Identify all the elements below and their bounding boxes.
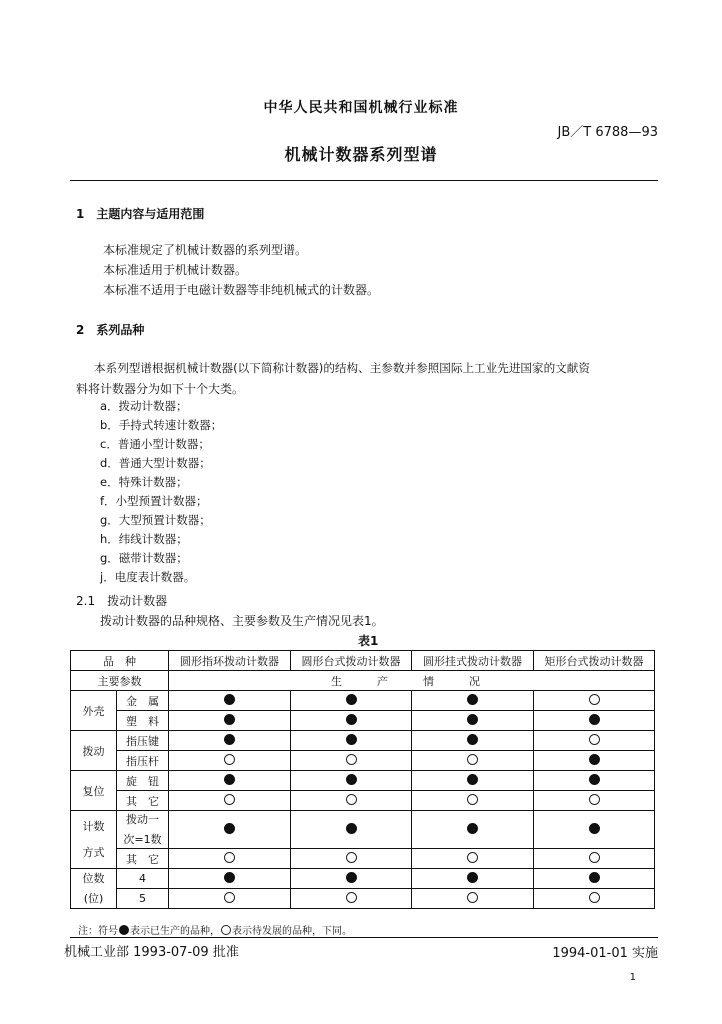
subsection-2-1-heading: 2.1 拨动计数器 <box>76 594 168 608</box>
filled-circle-icon <box>467 694 478 705</box>
mark-cell <box>412 691 534 711</box>
open-circle-icon <box>589 892 600 903</box>
document-title: 机械计数器系列型谱 <box>284 145 438 164</box>
filled-circle-icon <box>467 714 478 725</box>
open-circle-icon <box>224 754 235 765</box>
filled-circle-icon <box>224 823 235 834</box>
table-row <box>71 811 655 849</box>
row-label-line: 拨动一 <box>126 812 159 826</box>
mark-cell <box>534 711 655 731</box>
table-row <box>71 771 655 791</box>
filled-circle-icon <box>224 734 235 745</box>
list-item: a．拨动计数器； <box>100 399 188 413</box>
mark-cell <box>534 811 655 849</box>
group-label <box>71 811 117 869</box>
header-col-3: 圆形挂式拨动计数器 <box>412 651 534 671</box>
filled-circle-icon <box>346 872 357 883</box>
subsection-2-1-text: 拨动计数器的品种规格、主要参数及生产情况见表1。 <box>100 614 384 628</box>
table-caption: 表1 <box>358 634 379 648</box>
mark-cell <box>534 889 655 909</box>
note-suffix: 表示待发展的品种，下同。 <box>232 926 352 937</box>
table-header-row <box>71 651 655 671</box>
filled-circle-icon <box>346 694 357 705</box>
section-2-intro-1: 本系列型谱根据机械计数器(以下简称计数器)的结构、主参数并参照国际上工业先进国家的文献资 <box>94 361 590 375</box>
filled-circle-icon <box>224 694 235 705</box>
open-circle-icon <box>346 794 357 805</box>
section-1-heading: 1 主题内容与适用范围 <box>76 207 205 221</box>
open-circle-icon <box>221 925 231 935</box>
table-row <box>71 691 655 711</box>
group-label: 拨动 <box>71 731 117 771</box>
mark-cell <box>291 791 412 811</box>
filled-circle-icon <box>589 872 600 883</box>
group-label: 复位 <box>71 771 117 811</box>
mark-cell <box>412 711 534 731</box>
mark-cell <box>412 889 534 909</box>
list-item: b．手持式转速计数器； <box>100 418 223 432</box>
filled-circle-icon <box>467 774 478 785</box>
section-1-para-3: 本标准不适用于电磁计数器等非纯机械式的计数器。 <box>103 283 380 297</box>
row-label <box>117 811 169 849</box>
approval-line: 机械工业部 1993-07-09 批准 <box>64 945 239 960</box>
group-label <box>71 869 117 909</box>
mark-cell <box>291 889 412 909</box>
list-item: c．普通小型计数器； <box>100 437 210 451</box>
standard-org: 中华人民共和国机械行业标准 <box>263 100 459 116</box>
filled-circle-icon <box>346 734 357 745</box>
title-rule <box>70 180 658 181</box>
standard-code: JB／T 6788—93 <box>557 125 658 140</box>
mark-cell <box>534 691 655 711</box>
mark-cell <box>291 691 412 711</box>
mark-cell <box>169 731 291 751</box>
group-label-line: 计数 <box>82 819 105 833</box>
table-note <box>78 922 352 937</box>
mark-cell <box>169 791 291 811</box>
section-1-para-2: 本标准适用于机械计数器。 <box>103 263 248 277</box>
open-circle-icon <box>467 794 478 805</box>
filled-circle-icon <box>224 872 235 883</box>
spec-table <box>70 650 655 909</box>
filled-circle-icon <box>467 823 478 834</box>
list-item: g．大型预置计数器； <box>100 513 211 527</box>
filled-circle-icon <box>589 754 600 765</box>
header-production: 生 产 情 况 <box>169 671 655 691</box>
mark-cell <box>169 869 291 889</box>
filled-circle-icon <box>119 925 129 935</box>
mark-cell <box>412 751 534 771</box>
open-circle-icon <box>467 852 478 863</box>
mark-cell <box>291 711 412 731</box>
mark-cell <box>169 711 291 731</box>
filled-circle-icon <box>589 714 600 725</box>
group-label-line: (位) <box>83 891 104 905</box>
mark-cell <box>412 731 534 751</box>
row-label: 5 <box>117 889 169 909</box>
open-circle-icon <box>589 694 600 705</box>
list-item: g．磁带计数器； <box>100 551 188 565</box>
note-mid: 表示已生产的品种， <box>130 926 220 937</box>
section-1-para-1: 本标准规定了机械计数器的系列型谱。 <box>103 243 308 257</box>
mark-cell <box>169 811 291 849</box>
mark-cell <box>291 731 412 751</box>
header-col-2: 圆形台式拨动计数器 <box>291 651 412 671</box>
page-number: 1 <box>629 972 636 983</box>
section-2-intro-2: 料将计数器分为如下十个大类。 <box>76 382 245 396</box>
section-2-heading: 2 系列品种 <box>76 323 145 337</box>
footer-rule <box>70 937 658 938</box>
header-col-4: 矩形台式拨动计数器 <box>534 651 655 671</box>
list-item: e．特殊计数器； <box>100 475 188 489</box>
table-row <box>71 889 655 909</box>
list-item: f．小型预置计数器； <box>100 494 208 508</box>
open-circle-icon <box>346 852 357 863</box>
filled-circle-icon <box>467 734 478 745</box>
row-label: 指压键 <box>117 731 169 751</box>
list-item: d．普通大型计数器； <box>100 456 211 470</box>
table-row <box>71 869 655 889</box>
mark-cell <box>412 771 534 791</box>
mark-cell <box>169 889 291 909</box>
open-circle-icon <box>346 892 357 903</box>
table-row <box>71 731 655 751</box>
group-label-line: 方式 <box>82 845 105 859</box>
row-label-line: 次=1数 <box>123 832 162 846</box>
open-circle-icon <box>589 794 600 805</box>
header-params: 主要参数 <box>71 671 169 691</box>
row-label: 指压杆 <box>117 751 169 771</box>
open-circle-icon <box>224 852 235 863</box>
mark-cell <box>412 869 534 889</box>
list-item: h．纬线计数器； <box>100 532 188 546</box>
row-label: 其 它 <box>117 791 169 811</box>
row-label: 4 <box>117 869 169 889</box>
filled-circle-icon <box>346 714 357 725</box>
open-circle-icon <box>346 754 357 765</box>
row-label: 塑 料 <box>117 711 169 731</box>
header-variety: 品 种 <box>71 651 169 671</box>
open-circle-icon <box>589 734 600 745</box>
mark-cell <box>169 751 291 771</box>
table-row <box>71 711 655 731</box>
mark-cell <box>169 771 291 791</box>
note-prefix: 注：符号 <box>78 926 118 937</box>
mark-cell <box>534 849 655 869</box>
row-label: 旋 钮 <box>117 771 169 791</box>
table-row <box>71 751 655 771</box>
mark-cell <box>291 751 412 771</box>
open-circle-icon <box>224 794 235 805</box>
table-row <box>71 791 655 811</box>
row-label: 金 属 <box>117 691 169 711</box>
mark-cell <box>291 869 412 889</box>
row-label: 其 它 <box>117 849 169 869</box>
mark-cell <box>534 791 655 811</box>
filled-circle-icon <box>224 774 235 785</box>
mark-cell <box>291 849 412 869</box>
mark-cell <box>534 731 655 751</box>
mark-cell <box>169 691 291 711</box>
filled-circle-icon <box>346 774 357 785</box>
filled-circle-icon <box>467 872 478 883</box>
filled-circle-icon <box>224 714 235 725</box>
open-circle-icon <box>467 754 478 765</box>
mark-cell <box>534 751 655 771</box>
mark-cell <box>534 869 655 889</box>
open-circle-icon <box>467 892 478 903</box>
group-label-line: 位数 <box>82 871 105 885</box>
table-row <box>71 849 655 869</box>
mark-cell <box>291 811 412 849</box>
mark-cell <box>412 811 534 849</box>
implementation-line: 1994-01-01 实施 <box>552 946 658 961</box>
group-label: 外壳 <box>71 691 117 731</box>
list-item: j．电度表计数器。 <box>100 570 196 584</box>
mark-cell <box>412 849 534 869</box>
header-col-1: 圆形指环拨动计数器 <box>169 651 291 671</box>
mark-cell <box>291 771 412 791</box>
open-circle-icon <box>589 852 600 863</box>
mark-cell <box>412 791 534 811</box>
mark-cell <box>169 849 291 869</box>
filled-circle-icon <box>589 823 600 834</box>
open-circle-icon <box>224 892 235 903</box>
table-subheader-row <box>71 671 655 691</box>
filled-circle-icon <box>589 774 600 785</box>
filled-circle-icon <box>346 823 357 834</box>
mark-cell <box>534 771 655 791</box>
